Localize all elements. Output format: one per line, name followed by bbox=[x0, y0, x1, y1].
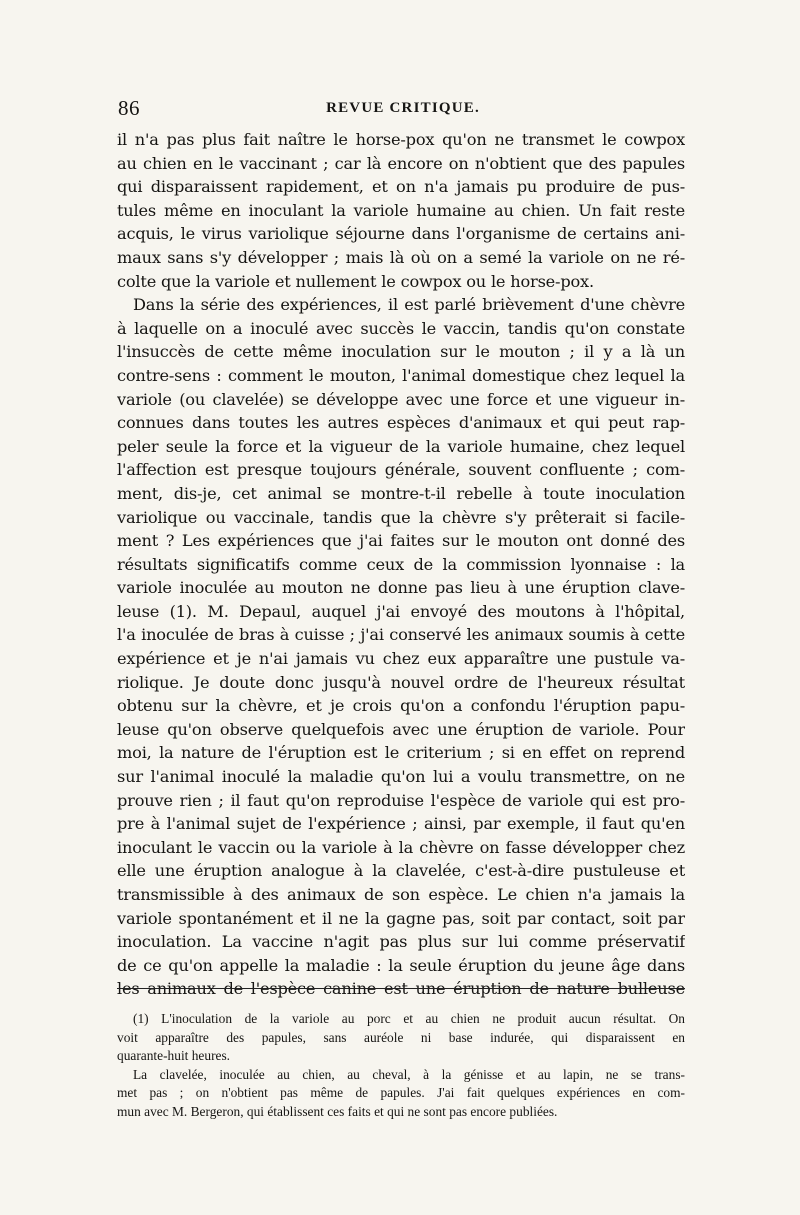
footnote-line: quarante-huit heures. bbox=[117, 1048, 231, 1064]
footnote-line: met pas ; on n'obtient pas même de papules. J'ai fait quelques expériences en com- bbox=[117, 1085, 685, 1101]
text-line: leuse (1). M. Depaul, auquel j'ai envoyé des moutons à l'hôpital, bbox=[117, 601, 685, 621]
text-line: à laquelle on a inoculé avec succès le vaccin, tandis qu'on constate bbox=[117, 318, 685, 338]
text-line: pre à l'animal sujet de l'expérience ; ainsi, par exemple, il faut qu'en bbox=[117, 814, 685, 834]
page-number: 86 bbox=[118, 96, 140, 120]
footnote-line: (1) L'inoculation de la variole au porc et au chien ne produit aucun résultat. On bbox=[133, 1011, 685, 1026]
text-line: variole (ou clavelée) se développe avec une force et une vigueur in- bbox=[117, 389, 685, 409]
text-line: sur l'animal inoculé la maladie qu'on lui a voulu transmettre, on ne bbox=[117, 767, 685, 787]
text-line: tules même en inoculant la variole humaine au chien. Un fait reste bbox=[117, 200, 685, 220]
text-line: au chien en le vaccinant ; car là encore on n'obtient que des papules bbox=[117, 153, 685, 173]
text-line: leuse qu'on observe quelquefois avec une éruption de variole. Pour bbox=[117, 719, 685, 739]
text-line: il n'a pas plus fait naître le horse-pox qu'on ne transmet le cowpox bbox=[117, 130, 685, 149]
text-line: connues dans toutes les autres espèces d'animaux et qui peut rap- bbox=[117, 413, 685, 433]
text-line: obtenu sur la chèvre, et je crois qu'on a confondu l'éruption papu- bbox=[117, 696, 685, 716]
footnote-line: mun avec M. Bergeron, qui établissent ces faits et qui ne sont pas encore publiées. bbox=[117, 1103, 558, 1119]
text-line: qui disparaissent rapidement, et on n'a jamais pu produire de pus- bbox=[117, 177, 685, 197]
footnote bbox=[117, 1010, 685, 1122]
text-line: peler seule la force et la vigueur de la variole humaine, chez lequel bbox=[117, 436, 685, 456]
footnote-line: La clavelée, inoculée au chien, au cheval, à la génisse et au lapin, ne se trans- bbox=[133, 1066, 685, 1082]
text-line: expérience et je n'ai jamais vu chez eux apparaître une pustule va- bbox=[117, 649, 685, 669]
text-line: ment ? Les expériences que j'ai faites sur le mouton ont donné des bbox=[117, 531, 685, 551]
text-line: les animaux de l'espèce canine est une éruption de nature bulleuse bbox=[117, 979, 685, 999]
text-line: contre-sens : comment le mouton, l'animal domestique chez lequel la bbox=[117, 365, 685, 385]
text-line: maux sans s'y développer ; mais là où on a semé la variole on ne ré- bbox=[117, 247, 685, 267]
text-line: inoculant le vaccin ou la variole à la chèvre on fasse développer chez bbox=[117, 837, 685, 857]
text-line: variole spontanément et il ne la gagne pas, soit par contact, soit par bbox=[117, 908, 685, 928]
text-line: Dans la série des expériences, il est parlé brièvement d'une chèvre bbox=[133, 295, 685, 315]
text-line: acquis, le virus variolique séjourne dans l'organisme de certains ani- bbox=[117, 224, 685, 244]
text-line: l'insuccès de cette même inoculation sur le mouton ; il y a là un bbox=[117, 342, 685, 362]
body-text bbox=[117, 128, 685, 1001]
footnote-line: voit apparaître des papules, sans auréole ni base indurée, qui disparaissent en bbox=[117, 1029, 685, 1045]
running-head bbox=[118, 96, 688, 122]
text-line: résultats significatifs comme ceux de la commission lyonnaise : la bbox=[117, 554, 685, 574]
text-line: de ce qu'on appelle la maladie : la seule éruption du jeune âge dans bbox=[117, 955, 685, 975]
text-line: l'affection est presque toujours générale, souvent confluente ; com- bbox=[117, 460, 685, 480]
text-line: riolique. Je doute donc jusqu'à nouvel ordre de l'heureux résultat bbox=[117, 672, 685, 692]
text-line: elle une éruption analogue à la clavelée, c'est-à-dire pustuleuse et bbox=[117, 861, 685, 881]
running-title: REVUE CRITIQUE. bbox=[326, 100, 480, 116]
text-line: variolique ou vaccinale, tandis que la chèvre s'y prêterait si facile- bbox=[117, 507, 685, 527]
text-line: ment, dis-je, cet animal se montre-t-il rebelle à toute inoculation bbox=[117, 483, 685, 503]
text-line: moi, la nature de l'éruption est le criterium ; si en effet on reprend bbox=[117, 743, 685, 763]
text-line: colte que la variole et nullement le cowpox ou le horse-pox. bbox=[117, 271, 594, 291]
text-line: prouve rien ; il faut qu'on reproduise l'espèce de variole qui est pro- bbox=[117, 790, 685, 810]
footnote-divider bbox=[117, 988, 685, 989]
text-line: transmissible à des animaux de son espèce. Le chien n'a jamais la bbox=[117, 885, 685, 904]
text-line: inoculation. La vaccine n'agit pas plus sur lui comme préservatif bbox=[117, 932, 685, 952]
text-line: l'a inoculée de bras à cuisse ; j'ai conservé les animaux soumis à cette bbox=[117, 625, 685, 645]
text-line: variole inoculée au mouton ne donne pas lieu à une éruption clave- bbox=[117, 578, 685, 598]
